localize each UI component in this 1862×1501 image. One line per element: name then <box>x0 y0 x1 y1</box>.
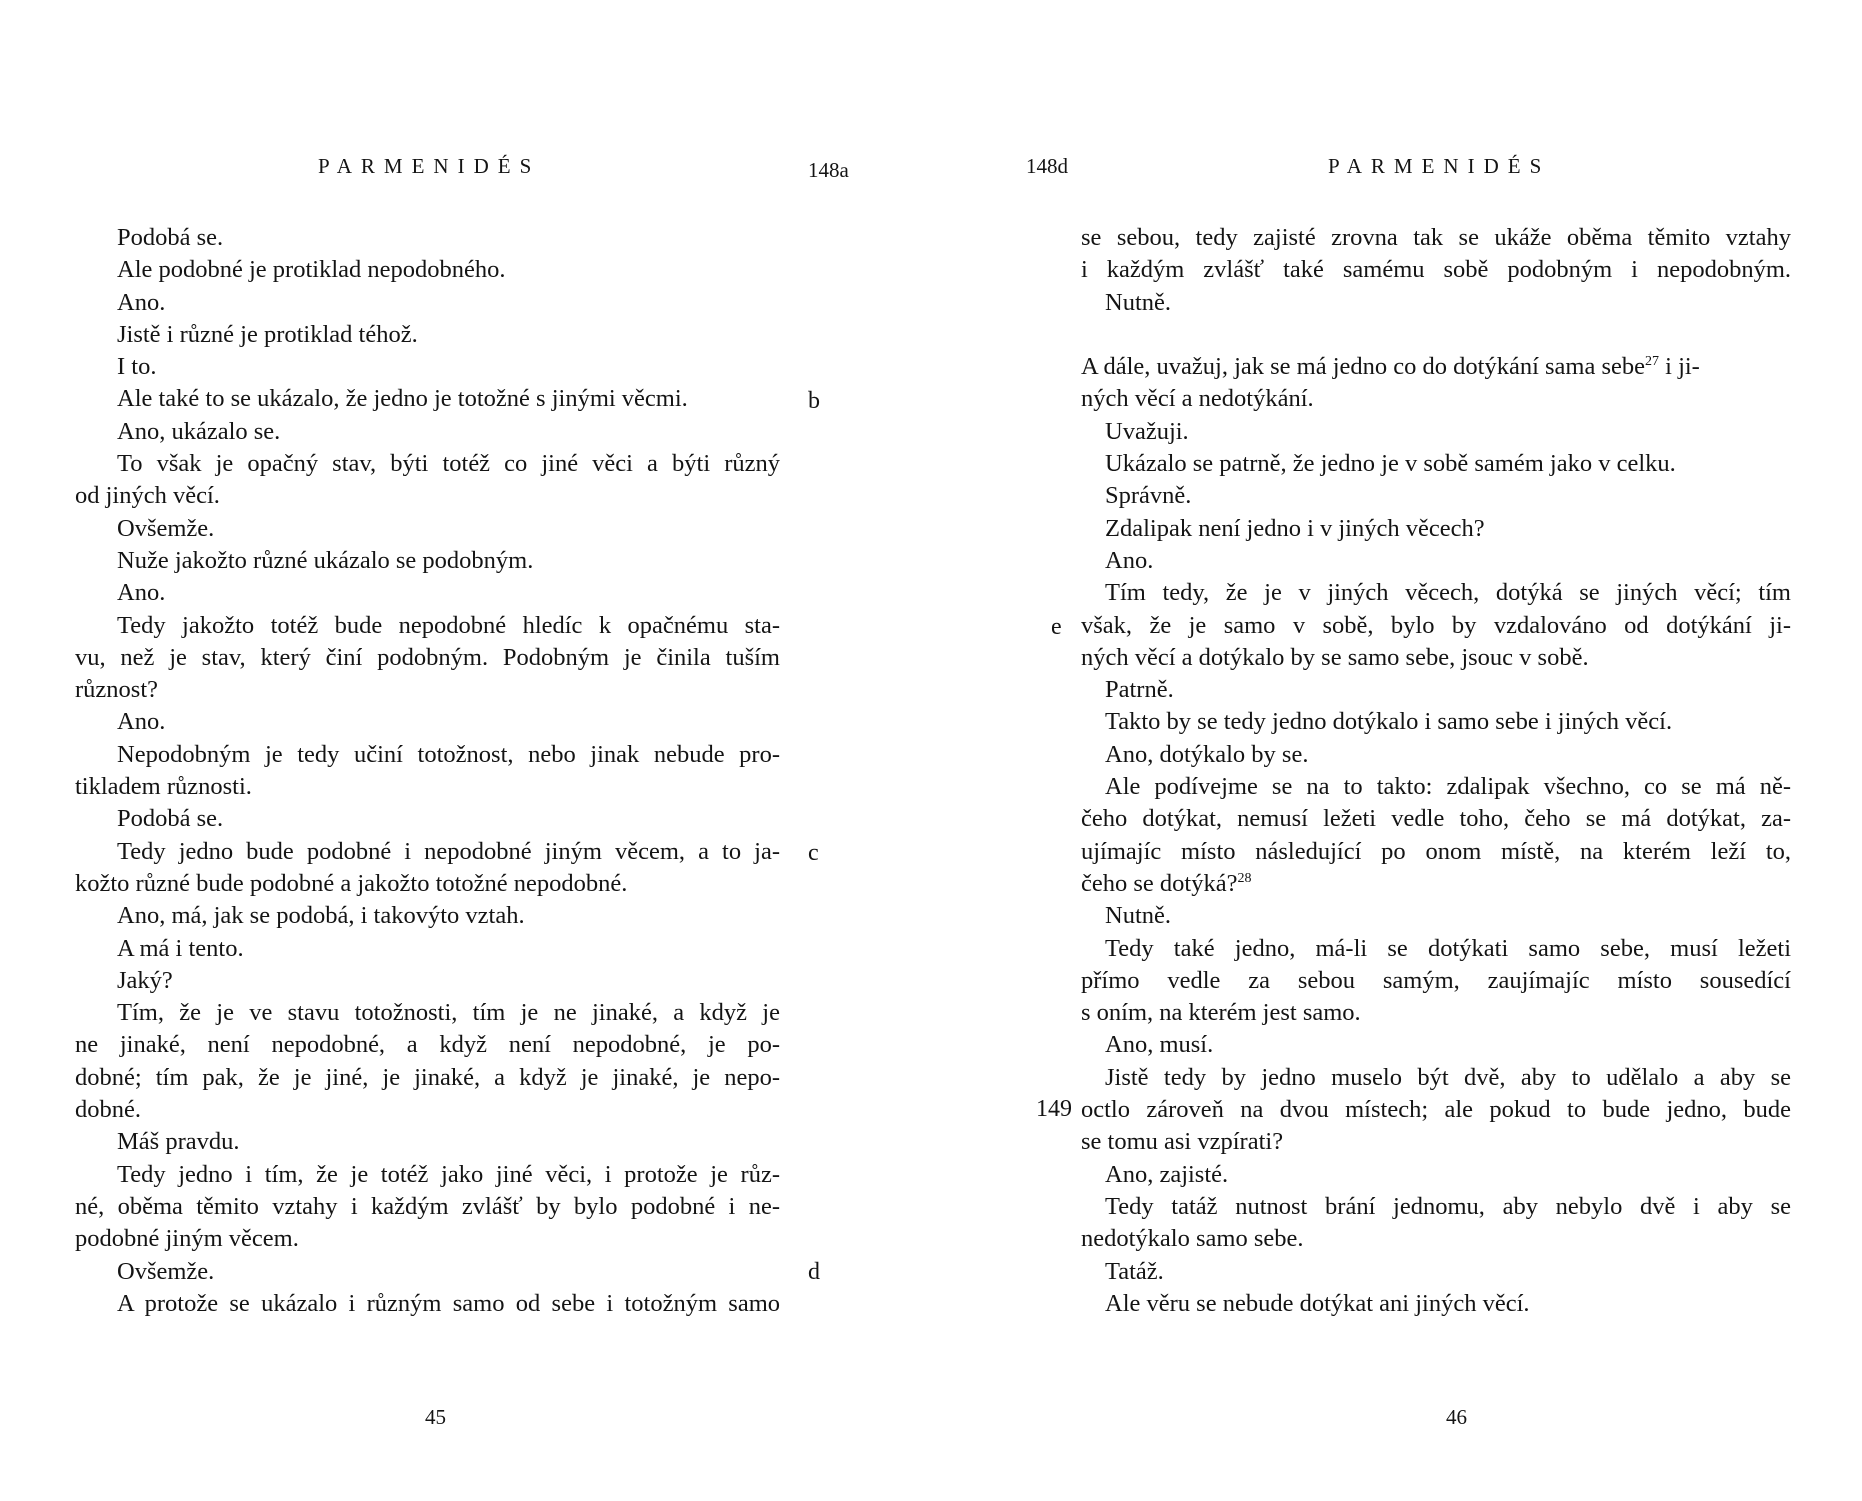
text-line: Nutně. <box>1105 902 1171 930</box>
text-line <box>1081 351 1791 383</box>
text-line: podobné jiným věcem. <box>75 1225 299 1253</box>
margin-marker-c: c <box>808 840 819 866</box>
text-line: Tedy jakožto totéž bude nepodobné hledíc k opačnému sta- <box>117 611 780 639</box>
text-line: Takto by se tedy jedno dotýkalo i samo sebe i jiných věcí. <box>1105 708 1673 736</box>
text-line: A má i tento. <box>117 934 244 962</box>
text-line: tikladem různosti. <box>75 773 252 801</box>
text-line: Tedy jedno bude podobné i nepodobné jiným věcem, a to ja- <box>117 837 780 865</box>
text-line: Ano. <box>1105 546 1154 574</box>
text-line: Ano, ukázalo se. <box>117 417 281 445</box>
text-line: přímo vedle za sebou samým, zaujímajíc místo sousedící <box>1081 966 1791 994</box>
text-line: Tím tedy, že je v jiných věcech, dotýká se jiných věcí; tím <box>1105 579 1791 607</box>
text-line: A protože se ukázalo i různým samo od sebe i totožným samo <box>117 1289 780 1317</box>
text-fragment: čeho se dotýká? <box>1081 869 1238 897</box>
text-line: ujímajíc místo následující po onom místě, na kterém leží to, <box>1081 837 1791 865</box>
text-line: Nuže jakožto různé ukázalo se podobným. <box>117 546 534 574</box>
text-line: kožto různé bude podobné a jakožto totožné nepodobné. <box>75 869 628 897</box>
blank-line <box>1081 319 1791 351</box>
text-line: různost? <box>75 676 158 704</box>
text-line: Ale také to se ukázalo, že jedno je totožné s jinými věcmi. <box>117 385 688 413</box>
text-line: i každým zvlášť také samému sobě podobným i nepodobným. <box>1081 256 1791 284</box>
text-line: né, oběma těmito vztahy i každým zvlášť by bylo podobné i ne- <box>75 1192 780 1220</box>
right-text-block <box>1081 222 1791 1320</box>
text-line: Nutně. <box>1105 288 1171 316</box>
text-line: Patrně. <box>1105 676 1174 704</box>
text-line: Ano. <box>117 579 166 607</box>
text-line: Ano, zajisté. <box>1105 1160 1229 1188</box>
right-page <box>931 0 1862 1501</box>
text-line: Nepodobným je tedy učiní totožnost, nebo jinak nebude pro- <box>117 740 780 768</box>
text-line: nedotýkalo samo sebe. <box>1081 1225 1304 1253</box>
text-line: Tedy jedno i tím, že je totéž jako jiné věci, i protože je růz- <box>117 1160 780 1188</box>
margin-marker-d: d <box>808 1259 820 1285</box>
text-line: Jaký? <box>117 966 173 994</box>
text-line: se sebou, tedy zajisté zrovna tak se ukáže oběma těmito vztahy <box>1081 224 1791 251</box>
text-fragment: A dále, uvažuj, jak se má jedno co do dotýkání sama sebe <box>1081 353 1646 381</box>
running-header-right: PARMENIDÉS <box>1328 154 1551 178</box>
text-line: Tedy také jedno, má-li se dotýkati samo sebe, musí ležeti <box>1105 934 1791 962</box>
margin-marker-b: b <box>808 388 820 414</box>
text-line: dobné; tím pak, že je jiné, je jinaké, a když je jinaké, je nepo- <box>75 1063 780 1091</box>
text-line: Jistě tedy by jedno muselo být dvě, aby to udělalo a aby se <box>1105 1063 1791 1091</box>
text-line: ných věcí a dotýkalo by se samo sebe, jsouc v sobě. <box>1081 643 1589 671</box>
text-line: Podobá se. <box>117 224 224 251</box>
text-line: od jiných věcí. <box>75 482 220 510</box>
text-line: dobné. <box>75 1096 141 1124</box>
text-line: Zdalipak není jedno i v jiných věcech? <box>1105 514 1485 542</box>
footnote-mark-28: 28 <box>1237 870 1252 886</box>
text-line: Tedy tatáž nutnost brání jednomu, aby nebylo dvě i aby se <box>1105 1192 1791 1220</box>
text-line: Tím, že je ve stavu totožnosti, tím je ne jinaké, a když je <box>117 999 780 1027</box>
text-line: však, že je samo v sobě, bylo by vzdalováno od dotýkání ji- <box>1081 611 1791 639</box>
margin-marker-e: e <box>1051 614 1062 640</box>
text-line: Ale podívejme se na to takto: zdalipak všechno, co se má ně- <box>1105 773 1791 801</box>
text-fragment: i ji- <box>1659 353 1700 381</box>
text-line: vu, než je stav, který činí podobným. Podobným je činila tuším <box>75 643 780 671</box>
section-ref-right: 148d <box>1026 154 1068 178</box>
text-line: Ano. <box>117 288 166 316</box>
text-line: Ovšemže. <box>117 1257 215 1285</box>
text-line: s oním, na kterém jest samo. <box>1081 999 1361 1027</box>
text-line: Tatáž. <box>1105 1257 1164 1285</box>
text-line: Uvažuji. <box>1105 417 1189 445</box>
text-line: ne jinaké, není nepodobné, a když není nepodobné, je po- <box>75 1031 780 1059</box>
text-line: To však je opačný stav, býti totéž co jiné věci a býti různý <box>117 450 780 478</box>
text-line: ných věcí a nedotýkání. <box>1081 385 1314 413</box>
text-line: Máš pravdu. <box>117 1128 240 1156</box>
text-line: Ovšemže. <box>117 514 215 542</box>
text-line: Podobá se. <box>117 805 224 833</box>
text-line: Jistě i různé je protiklad téhož. <box>117 320 418 348</box>
running-header-left: PARMENIDÉS <box>318 154 541 178</box>
text-line: Ano, musí. <box>1105 1031 1214 1059</box>
text-line: čeho dotýkat, nemusí ležeti vedle toho, čeho se má dotýkat, za- <box>1081 805 1791 833</box>
text-line: Ale podobné je protiklad nepodobného. <box>117 256 506 284</box>
text-line: Ano. <box>117 708 166 736</box>
text-line: Správně. <box>1105 482 1192 510</box>
text-line: se tomu asi vzpírati? <box>1081 1128 1284 1156</box>
page-number-right: 46 <box>1446 1405 1467 1429</box>
left-text-block <box>75 222 780 1320</box>
text-line: I to. <box>117 353 157 381</box>
text-line: Ale věru se nebude dotýkat ani jiných věcí. <box>1105 1289 1530 1317</box>
margin-marker-149: 149 <box>1036 1096 1072 1122</box>
text-line: octlo zároveň na dvou místech; ale pokud to bude jedno, bude <box>1081 1096 1791 1124</box>
section-ref-left: 148a <box>808 158 849 182</box>
text-line: Ukázalo se patrně, že jedno je v sobě samém jako v celku. <box>1105 450 1676 478</box>
text-line <box>1081 868 1791 900</box>
text-line: Ano, dotýkalo by se. <box>1105 740 1309 768</box>
footnote-mark-27: 27 <box>1645 354 1660 370</box>
page-number-left: 45 <box>425 1405 446 1429</box>
text-line: Ano, má, jak se podobá, i takovýto vztah. <box>117 902 525 930</box>
